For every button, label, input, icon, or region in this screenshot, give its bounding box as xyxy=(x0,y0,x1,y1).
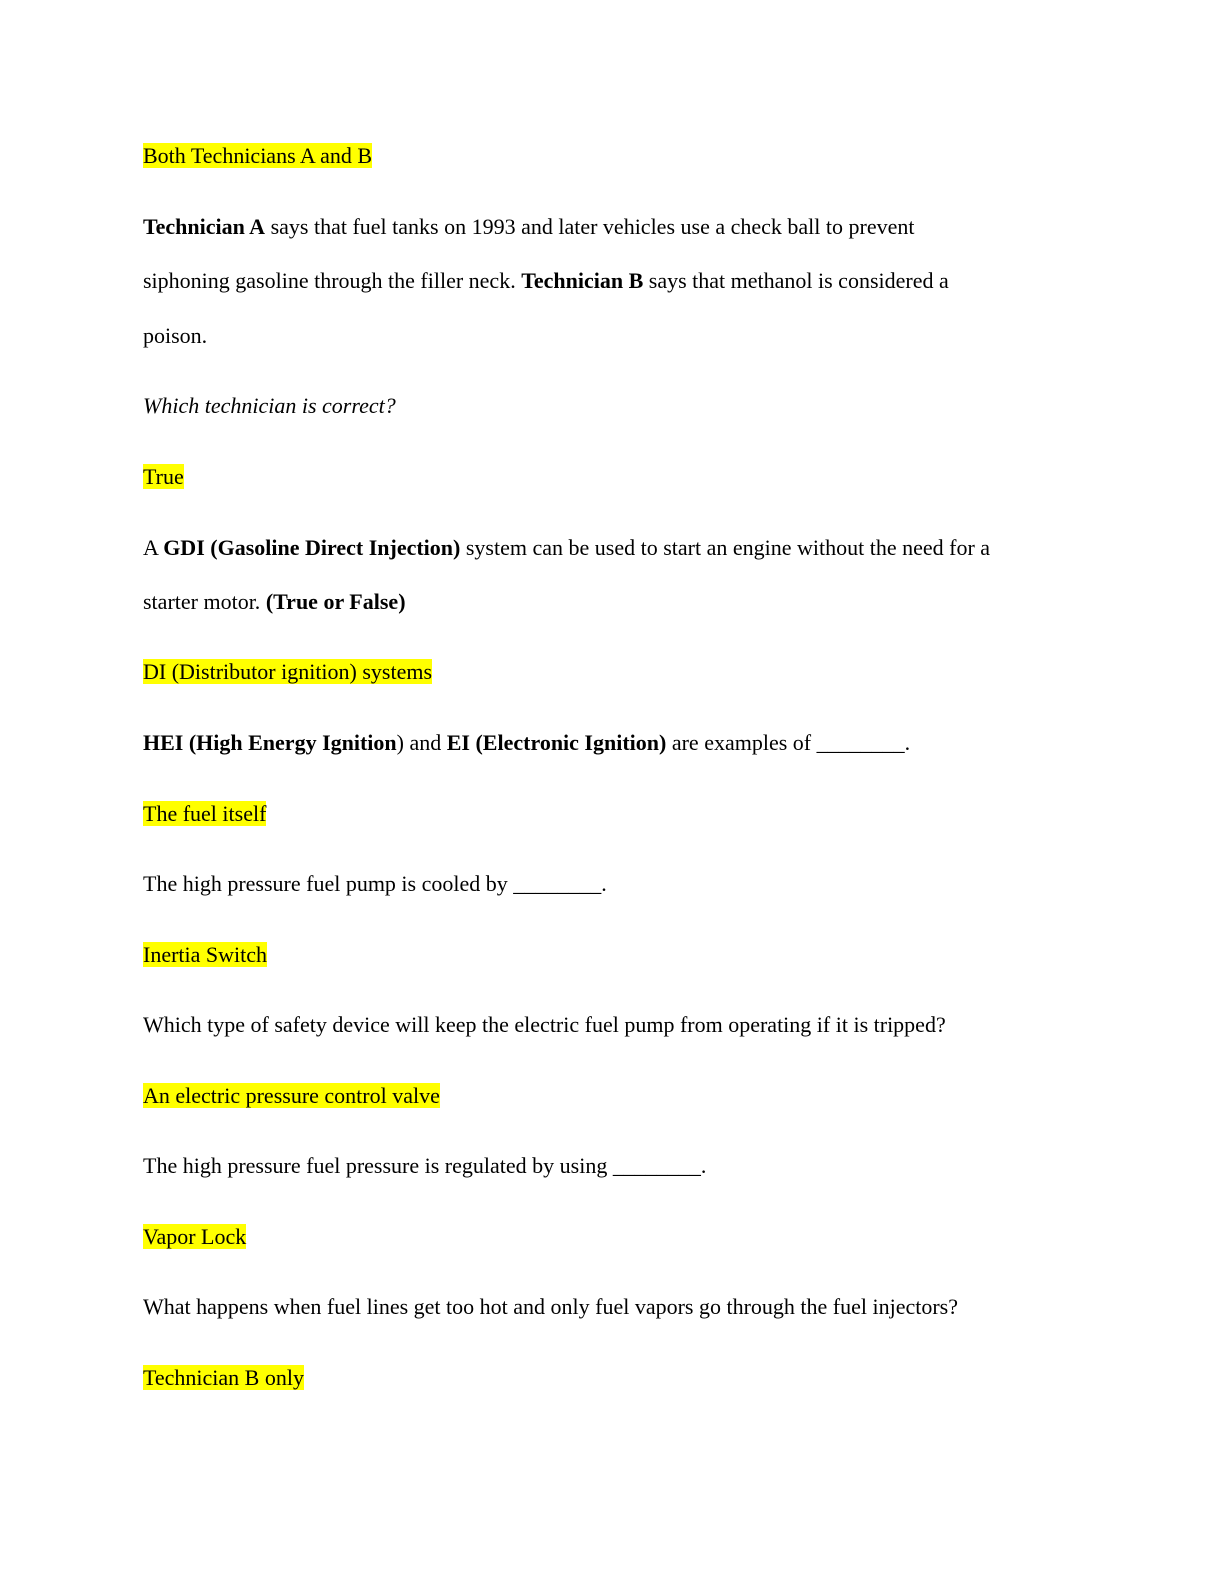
question-safety-device xyxy=(143,1012,946,1038)
question-text: are examples of ________. xyxy=(666,730,911,755)
highlighted-answer: DI (Distributor ignition) systems xyxy=(143,659,433,684)
highlighted-answer: The fuel itself xyxy=(143,801,267,826)
highlighted-answer: Both Technicians A and B xyxy=(143,143,373,168)
question-text: A xyxy=(143,535,164,560)
question-pressure-regulation xyxy=(143,1153,706,1179)
question-technician-line-2 xyxy=(143,268,949,294)
highlighted-answer: Inertia Switch xyxy=(143,942,268,967)
question-fuel-lines-hot xyxy=(143,1294,958,1320)
question-hei-ei xyxy=(143,730,910,756)
question-text: What happens when fuel lines get too hot and only fuel vapors go through the fuel injectors? xyxy=(143,1294,959,1319)
answer-inertia-switch xyxy=(143,942,267,968)
question-pump-cooling xyxy=(143,871,607,897)
question-text: starter motor. xyxy=(143,589,266,614)
question-technician-line-3 xyxy=(143,323,207,349)
question-text: system can be used to start an engine without the need for a xyxy=(460,535,991,560)
answer-vapor-lock xyxy=(143,1224,246,1250)
question-text: siphoning gasoline through the filler neck. xyxy=(143,268,522,293)
question-gdi-line-2 xyxy=(143,589,406,615)
answer-pressure-control-valve xyxy=(143,1083,440,1109)
technician-a-label: Technician A xyxy=(143,214,266,239)
question-text: The high pressure fuel pump is cooled by ________. xyxy=(143,871,607,896)
technician-b-label: Technician B xyxy=(521,268,644,293)
question-prompt xyxy=(143,393,396,419)
answer-fuel-itself xyxy=(143,801,266,827)
question-text: poison. xyxy=(143,323,208,348)
question-text: says that methanol is considered a xyxy=(643,268,949,293)
highlighted-answer: Technician B only xyxy=(143,1365,304,1390)
hei-term: HEI (High Energy Ignition xyxy=(143,730,397,755)
ei-term: EI (Electronic Ignition) xyxy=(446,730,667,755)
answer-technician-b-only xyxy=(143,1365,304,1391)
true-false-label: (True or False) xyxy=(265,589,406,614)
question-text: Which type of safety device will keep the electric fuel pump from operating if it is tripped? xyxy=(143,1012,946,1037)
gdi-term: GDI (Gasoline Direct Injection) xyxy=(163,535,461,560)
answer-true xyxy=(143,464,184,490)
question-text: The high pressure fuel pressure is regulated by using ________. xyxy=(143,1153,707,1178)
question-text: ) and xyxy=(396,730,447,755)
highlighted-answer: An electric pressure control valve xyxy=(143,1083,440,1108)
prompt-text: Which technician is correct? xyxy=(143,393,396,418)
answer-both-technicians xyxy=(143,143,372,169)
answer-di-systems xyxy=(143,659,432,685)
highlighted-answer: True xyxy=(143,464,184,489)
question-technician-line-1 xyxy=(143,214,914,240)
question-text: says that fuel tanks on 1993 and later vehicles use a check ball to prevent xyxy=(265,214,915,239)
highlighted-answer: Vapor Lock xyxy=(143,1224,247,1249)
question-gdi-line-1 xyxy=(143,535,990,561)
